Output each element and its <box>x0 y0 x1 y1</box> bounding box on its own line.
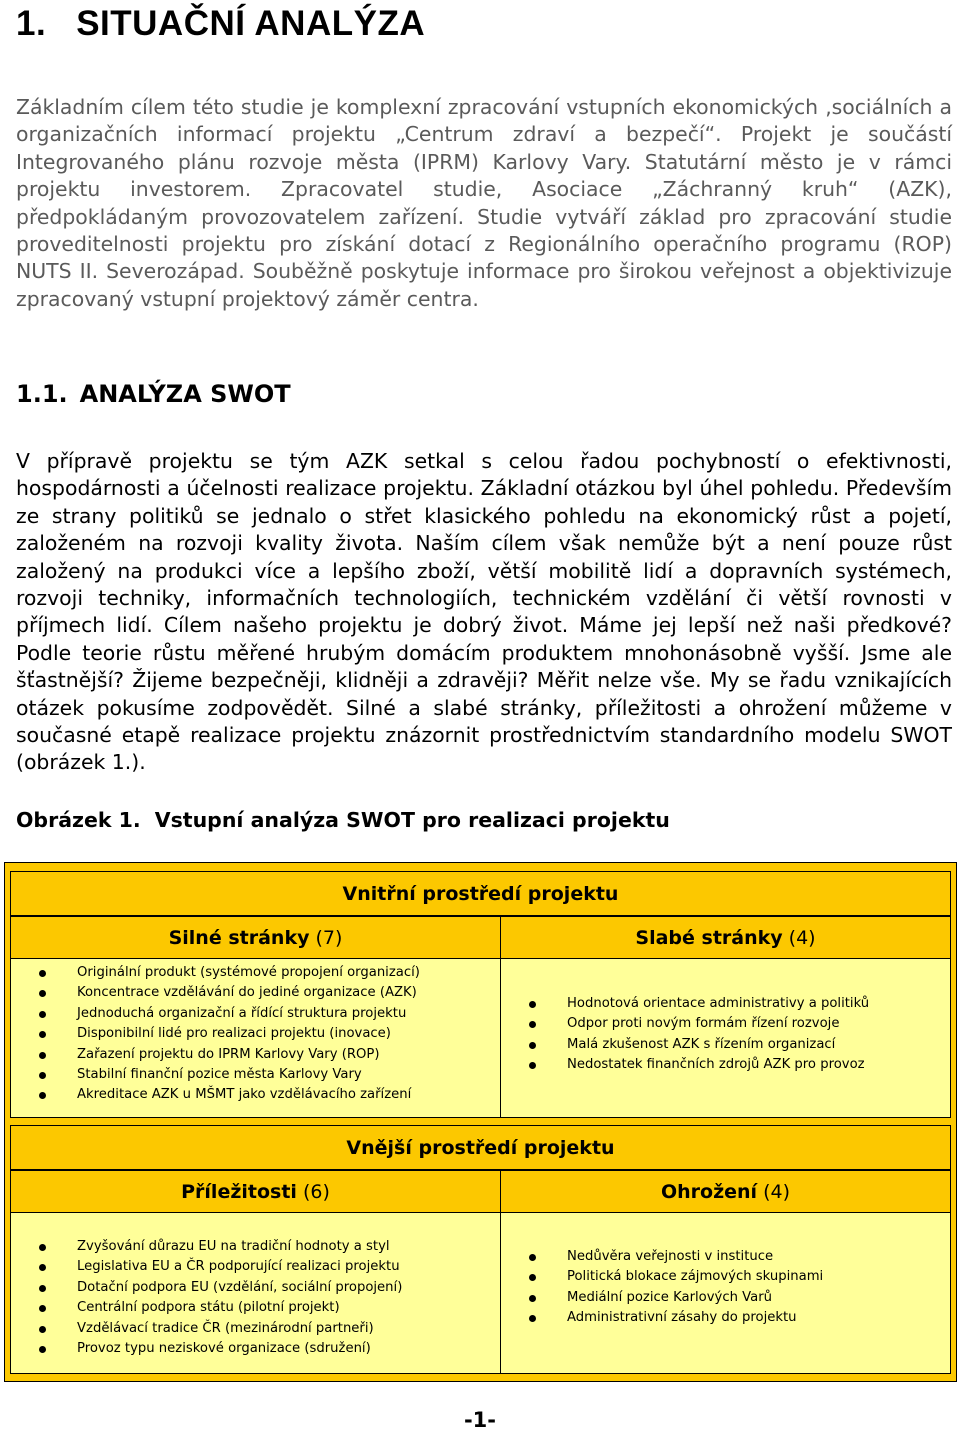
external-environment-header: Vnější prostředí projektu <box>10 1125 951 1170</box>
list-item: Hodnotová orientace administrativy a politiků <box>501 994 950 1014</box>
list-item: Koncentrace vzdělávání do jediné organizace (AZK) <box>11 983 500 1003</box>
opportunities-box <box>10 1212 501 1374</box>
bullet-icon <box>39 1244 46 1251</box>
internal-environment-header: Vnitřní prostředí projektu <box>10 871 951 916</box>
bullet-icon <box>39 1072 46 1079</box>
swot-paragraph: V přípravě projektu se tým AZK setkal s celou řadou pochybností o efektivnosti, hospodárnosti a účelnosti realizace projektu. Základní otázkou byl úhel pohledu. Především ze strany politiků se jednalo o střet klasického pohledu na ekonomický růst a pojetí, založeném na rozvoji kvality života. Naším cílem však nemůže být a není pouze růst založený na produkci více a lepšího zboží, větší mobilitě lidí a dopravních systémech, rozvoji techniky, informačních technologiích, technickém vzdělání či větší rovnosti v příjmech lidí. Cílem našeho projektu je dobrý život. Máme jej lepší než naši předkové? Podle teorie růstu měřené hrubým domácím produktem mnohonásobně vyšší. Jsme ale šťastnější? Žijeme bezpečněji, klidněji a zdravěji? Měřit nelze vše. My se řadu vznikajících otázek pokusíme zodpovědět. Silné a slabé stránky, příležitosti a ohrožení můžeme v současné etapě realizace projektu znázornit prostřednictvím standardního modelu SWOT (obrázek 1.). <box>16 449 952 775</box>
threats-count: (4) <box>763 1180 790 1203</box>
weaknesses-list <box>501 994 950 1076</box>
section-number: 1.1. <box>16 380 68 408</box>
list-item: Nedostatek finančních zdrojů AZK pro provoz <box>501 1055 950 1075</box>
list-item: Provoz typu neziskové organizace (sdružení) <box>11 1339 500 1359</box>
strengths-list <box>11 963 500 1106</box>
bullet-icon <box>39 1011 46 1018</box>
opportunities-list <box>11 1237 500 1359</box>
bullet-icon <box>39 1326 46 1333</box>
list-item: Stabilní finanční pozice města Karlovy Vary <box>11 1065 500 1085</box>
strengths-box <box>10 958 501 1118</box>
list-item: Legislativa EU a ČR podporující realizaci projektu <box>11 1257 500 1277</box>
list-item: Dotační podpora EU (vzdělání, sociální propojení) <box>11 1278 500 1298</box>
page-number: -1- <box>463 1408 497 1432</box>
page-heading <box>16 4 425 44</box>
bullet-icon <box>39 970 46 977</box>
bullet-icon <box>39 1052 46 1059</box>
figure-caption <box>16 808 670 832</box>
section-heading <box>16 380 291 408</box>
weaknesses-count: (4) <box>788 926 816 949</box>
figure-caption-label: Obrázek 1. <box>16 808 141 832</box>
bullet-icon <box>529 1001 536 1008</box>
opportunities-count: (6) <box>302 1180 330 1203</box>
list-item: Disponibilní lidé pro realizaci projektu (inovace) <box>11 1024 500 1044</box>
list-item: Malá zkušenost AZK s řízením organizací <box>501 1035 950 1055</box>
weaknesses-label: Slabé stránky <box>635 926 783 949</box>
bullet-icon <box>39 990 46 997</box>
bullet-icon <box>39 1285 46 1292</box>
strengths-label: Silné stránky <box>168 926 310 949</box>
list-item: Mediální pozice Karlových Varů <box>501 1288 950 1308</box>
opportunities-label: Příležitosti <box>181 1180 297 1203</box>
strengths-count: (7) <box>315 926 343 949</box>
heading-title: SITUAČNÍ ANALÝZA <box>76 4 426 43</box>
bullet-icon <box>39 1031 46 1038</box>
list-item: Jednoduchá organizační a řídící struktura projektu <box>11 1004 500 1024</box>
weaknesses-header <box>500 916 951 959</box>
threats-list <box>501 1247 950 1329</box>
bullet-icon <box>529 1254 536 1261</box>
section-title: ANALÝZA SWOT <box>79 380 291 408</box>
bullet-icon <box>529 1295 536 1302</box>
opportunities-header <box>10 1170 501 1213</box>
bullet-icon <box>529 1021 536 1028</box>
intro-paragraph: Základním cílem této studie je komplexní zpracování vstupních ekonomických ‚sociálních a organizačních informací projektu „Centrum zdraví a bezpečí“. Projekt je součástí Integrovaného plánu rozvoje města (IPRM) Karlovy Vary. Statutární město je v rámci projektu investorem. Zpracovatel studie, Asociace „Záchranný kruh“ (AZK), předpokládaným provozovatelem zařízení. Studie vytváří základ pro zpracování studie proveditelnosti projektu pro získání dotací z Regionálního operačního programu (ROP) NUTS II. Severozápad. Souběžně poskytuje informace pro širokou veřejnost a objektivizuje zpracovaný vstupní projektový záměr centra. <box>16 95 952 311</box>
heading-number: 1. <box>16 4 47 43</box>
bullet-icon <box>529 1042 536 1049</box>
bullet-icon <box>39 1346 46 1353</box>
bullet-icon <box>39 1305 46 1312</box>
bullet-icon <box>529 1062 536 1069</box>
list-item: Politická blokace zájmových skupinami <box>501 1267 950 1287</box>
bullet-icon <box>39 1092 46 1099</box>
list-item: Akreditace AZK u MŠMT jako vzdělávacího zařízení <box>11 1085 500 1105</box>
swot-figure <box>4 862 957 1382</box>
bullet-icon <box>39 1264 46 1271</box>
bullet-icon <box>529 1315 536 1322</box>
weaknesses-box <box>500 958 951 1118</box>
list-item: Originální produkt (systémové propojení organizací) <box>11 963 500 983</box>
list-item: Centrální podpora státu (pilotní projekt) <box>11 1298 500 1318</box>
list-item: Odpor proti novým formám řízení rozvoje <box>501 1014 950 1034</box>
list-item: Administrativní zásahy do projektu <box>501 1308 950 1328</box>
threats-header <box>500 1170 951 1213</box>
bullet-icon <box>529 1274 536 1281</box>
threats-label: Ohrožení <box>660 1180 758 1203</box>
list-item: Zvyšování důrazu EU na tradiční hodnoty a styl <box>11 1237 500 1257</box>
figure-caption-text: Vstupní analýza SWOT pro realizaci projektu <box>154 808 670 832</box>
list-item: Nedůvěra veřejnosti v instituce <box>501 1247 950 1267</box>
strengths-header <box>10 916 501 959</box>
list-item: Vzdělávací tradice ČR (mezinárodní partneři) <box>11 1319 500 1339</box>
threats-box <box>500 1212 951 1374</box>
list-item: Zařazení projektu do IPRM Karlovy Vary (ROP) <box>11 1045 500 1065</box>
